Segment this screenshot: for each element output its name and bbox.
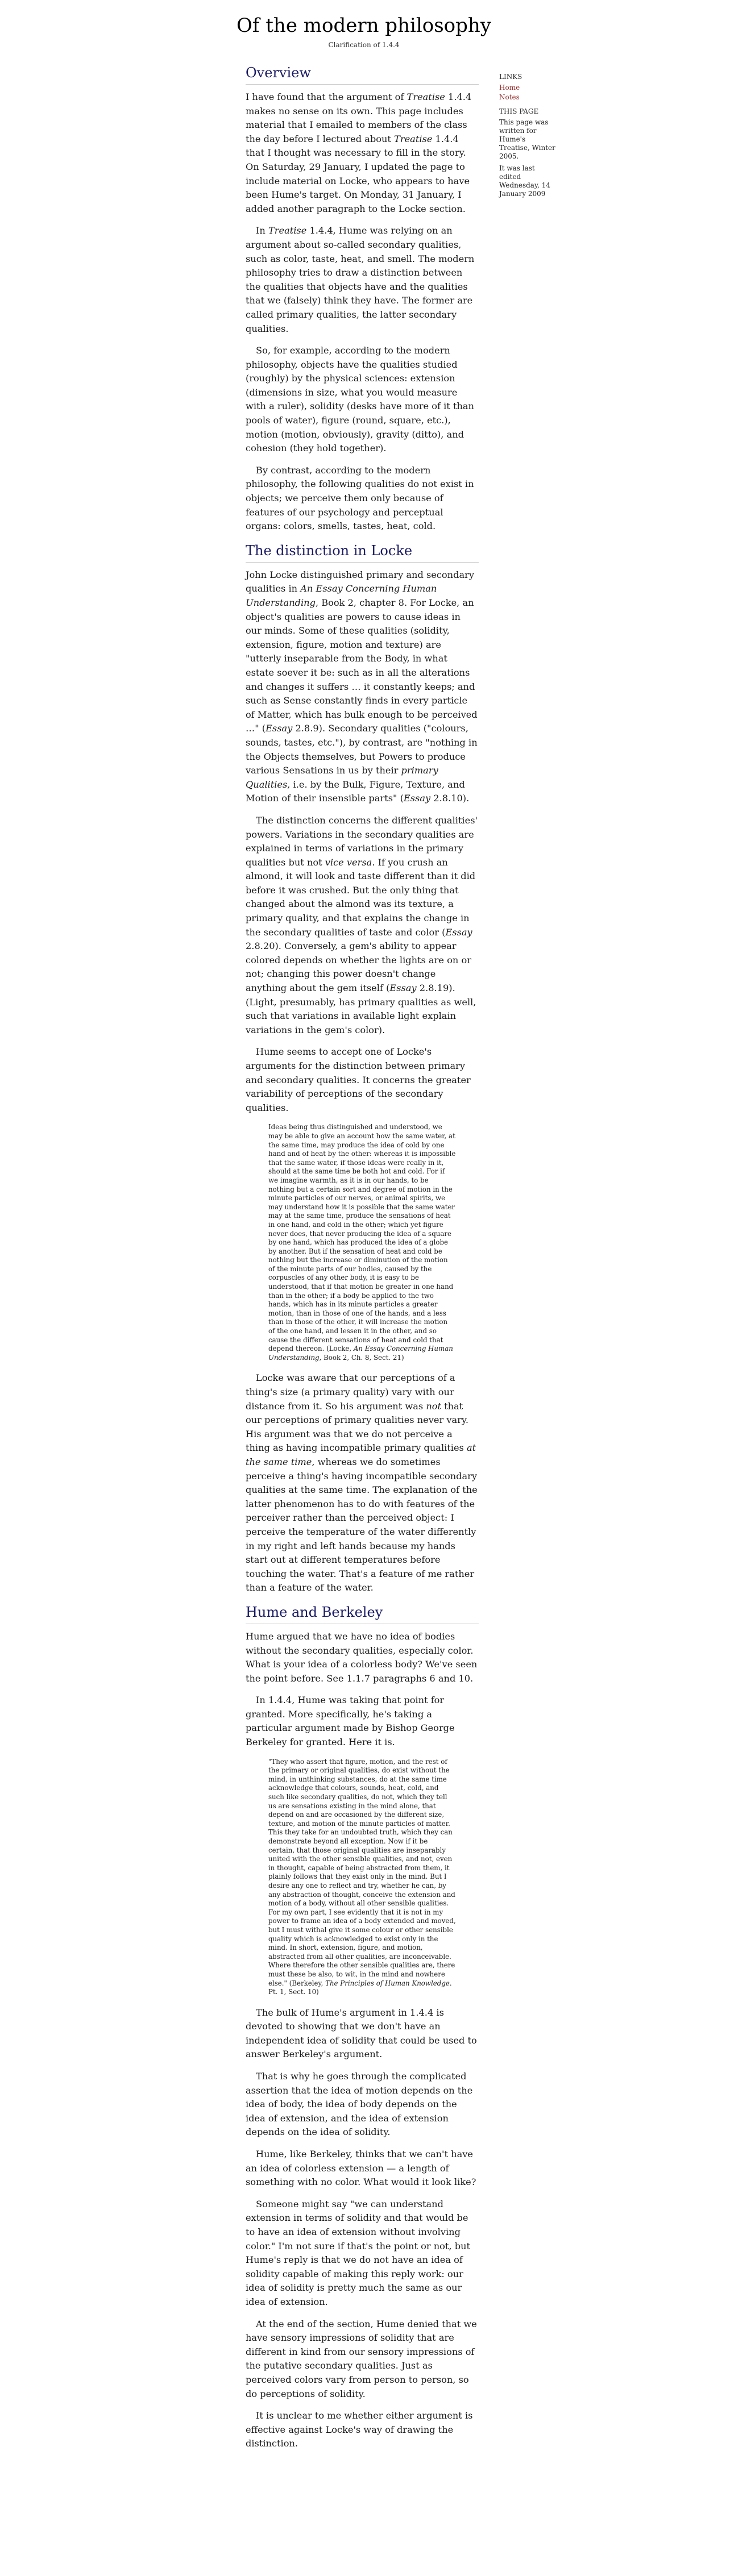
paragraph: In 1.4.4, Hume was taking that point for granted. More specifically, he's taking a particular argument made by Bishop George Berkeley for granted. Here it is. [246,1695,455,1748]
paragraph: I have found that the argument of Treatise 1.4.4 makes no sense on its own. This page includes material that I emailed to members of the class the day before I lectured about Treatise 1.4.4 that I thought was necessary to fill in the story. On Saturday, 29 January, I updated the page to include material on Locke, who appears to have been Hume's target. On Monday, 31 January, I added another paragraph to the Locke section. [246,91,472,214]
section [246,1603,479,2451]
paragraph: At the end of the section, Hume denied that we have sensory impressions of solidity that are different in kind from our sensory impressions of the putative secondary qualities. Just as perceived colors vary from person to person, so do perceptions of solidity. [246,2318,477,2399]
paragraph: The bulk of Hume's argument in 1.4.4 is devoted to showing that we don't have an independent idea of solidity that could be used to answer Berkeley's argument. [246,2007,477,2060]
paragraph: Hume argued that we have no idea of bodies without the secondary qualities, especially color. What is your idea of a colorless body? We've seen the point before. See 1.1.7 paragraphs 6 and 10. [246,1630,478,1684]
page-title: Of the modern philosophy [237,14,491,37]
notes-link[interactable]: Notes [499,93,520,101]
page-header [227,13,500,49]
this-page-heading: THIS PAGE [499,107,539,115]
this-page-text: This page was written for Hume's Treatise, Winter 2005. [499,118,555,160]
paragraph: Locke was aware that our perceptions of a thing's size (a primary quality) vary with our distance from it. So his argument was not that our perceptions of primary qualities never vary. His argument was that we do not perceive a thing as having incompatible primary qualities at the same time, whereas we do sometimes perceive a thing's having incompatible secondary qualities at the same time. The explanation of the latter phenomenon has to do with features of the perceiver rather than the perceived object: I perceive the temperature of the water differently in my right and left hands because my hands start out at different temperatures before touching the water. That's a feature of me rather than a feature of the water. [246,1372,478,1593]
paragraph: The distinction concerns the different qualities' powers. Variations in the secondary qualities are explained in terms of variations in the primary qualities but not vice versa. If you crush an almond, it will look and taste different than it did before it was crushed. But the only thing that changed about the almond was its texture, a primary quality, and that explains the change in the secondary qualities of taste and color (Essay 2.8.20). Conversely, a gem's ability to appear colored depends on whether the lights are on or not; changing this power doesn't change anything about the gem itself (Essay 2.8.19). (Light, presumably, has primary qualities as well, such that variations in available light explain variations in the gem's color). [246,814,478,1035]
page-subtitle: Clarification of 1.4.4 [328,41,400,49]
paragraph: So, for example, according to the modern philosophy, objects have the qualities studied (roughly) by the physical sciences: extension (dimensions in size, what you would measure with a ruler), solidity (desks have more of it than pools of water), figure (round, square, etc.), motion (motion, obviously), gravity (ditto), and cohesion (they hold together). [246,345,474,454]
last-edited-text: It was last edited Wednesday, 14 January 2009 [499,164,551,198]
paragraph: That is why he goes through the complicated assertion that the idea of motion depends on the idea of body, the idea of body depends on the idea of extension, and the idea of extension depends on the idea of solidity. [246,2071,473,2138]
block-quote: "They who assert that figure, motion, and the rest of the primary or original qualities, do exist without the mind, in unthinking substances, do at the same time acknowledge that colours, sounds, heat, cold, and such like secondary qualities, do not, which they tell us are sensations existing in the mind alone, that depend on and are occasioned by the different size, texture, and motion of the minute particles of matter. This they take for an undoubted truth, which they can demonstrate beyond all exception. Now if it be certain, that those original qualities are inseparably united with the other sensible qualities, and not, even in thought, capable of being abstracted from them, it plainly follows that they exist only in the mind. But I desire any one to reflect and try, whether he can, by any abstraction of thought, conceive the extension and motion of a body, without all other sensible qualities. For my own part, I see evidently that it is not in my power to frame an idea of a body extended and moved, but I must withal give it some colour or other sensible quality which is acknowledged to exist only in the mind. In short, extension, figure, and motion, abstracted from all other qualities, are inconceivable. Where therefore the other sensible qualities are, there must these be also, to wit, in the mind and nowhere else." (Berkeley, The Principles of Human Knowledge. Pt. 1, Sect. 10) [268,1757,456,1996]
paragraph: It is unclear to me whether either argument is effective against Locke's way of drawing the distinction. [246,2410,473,2449]
main-content [246,64,479,2459]
paragraph: Hume seems to accept one of Locke's arguments for the distinction between primary and secondary qualities. It concerns the greater variability of perceptions of the secondary qualities. [246,1046,471,1113]
paragraph: Hume, like Berkeley, thinks that we can't have an idea of colorless extension — a length of something with no color. What would it look like? [246,2149,476,2188]
paragraph: By contrast, according to the modern philosophy, the following qualities do not exist in objects; we perceive them only because of features of our psychology and perceptual organs: colors, smells, tastes, heat, cold. [246,464,474,532]
block-quote: Ideas being thus distinguished and understood, we may be able to give an account how the same water, at the same time, may produce the idea of cold by one hand and of heat by the other: whereas it is impossible that the same water, if those ideas were really in it, should at the same time be both hot and cold. For if we imagine warmth, as it is in our hands, to be nothing but a certain sort and degree of motion in the minute particles of our nerves, or animal spirits, we may understand how it is possible that the same water may at the same time, produce the sensations of heat in one hand, and cold in the other; which yet figure never does, that never producing the idea of a square by one hand, which has produced the idea of a globe by another. But if the sensation of heat and cold be nothing but the increase or diminution of the motion of the minute parts of our bodies, caused by the corpuscles of any other body, it is easy to be understood, that if that motion be greater in one hand than in the other; if a body be applied to the two hands, which has in its minute particles a greater motion, than in those of one of the hands, and a less than in those of the other, it will increase the motion of the one hand, and lessen it in the other, and so cause the different sensations of heat and cold that depend thereon. (Locke, An Essay Concerning Human Understanding, Book 2, Ch. 8, Sect. 21) [268,1123,456,1362]
sidebar [499,73,556,202]
section-heading: The distinction in Locke [246,542,479,563]
paragraph: John Locke distinguished primary and secondary qualities in An Essay Concerning Human Understanding, Book 2, chapter 8. For Locke, an object's qualities are powers to cause ideas in our minds. Some of these qualities (solidity, extension, figure, motion and texture) are "utterly inseparable from the Body, in what estate soever it be: such as in all the alterations and changes it suffers … it constantly keeps; and such as Sense constantly finds in every particle of Matter, which has bulk enough to be perceived …" (Essay 2.8.9). Secondary qualities ("colours, sounds, tastes, etc."), by contrast, are "nothing in the Objects themselves, but Powers to produce various Sensations in us by their primary Qualities, i.e. by the Bulk, Figure, Texture, and Motion of their insensible parts" (Essay 2.8.10). [246,569,478,804]
home-link[interactable]: Home [499,84,520,91]
section [246,64,479,534]
section-heading: Overview [246,64,479,85]
paragraph: In Treatise 1.4.4, Hume was relying on an argument about so-called secondary qualities, such as color, taste, heat, and smell. The modern philosophy tries to draw a distinction between the qualities that objects have and the qualities that we (falsely) think they have. The former are called primary qualities, the latter secondary qualities. [246,225,475,334]
section-heading: Hume and Berkeley [246,1603,479,1624]
links-heading: LINKS [499,73,522,81]
section [246,542,479,1595]
paragraph: Someone might say "we can understand extension in terms of solidity and that would be to have an idea of extension without involving color." I'm not sure if that's the point or not, but Hume's reply is that we do not have an idea of solidity capable of making this reply work: our idea of solidity is pretty much the same as our idea of extension. [246,2198,470,2307]
